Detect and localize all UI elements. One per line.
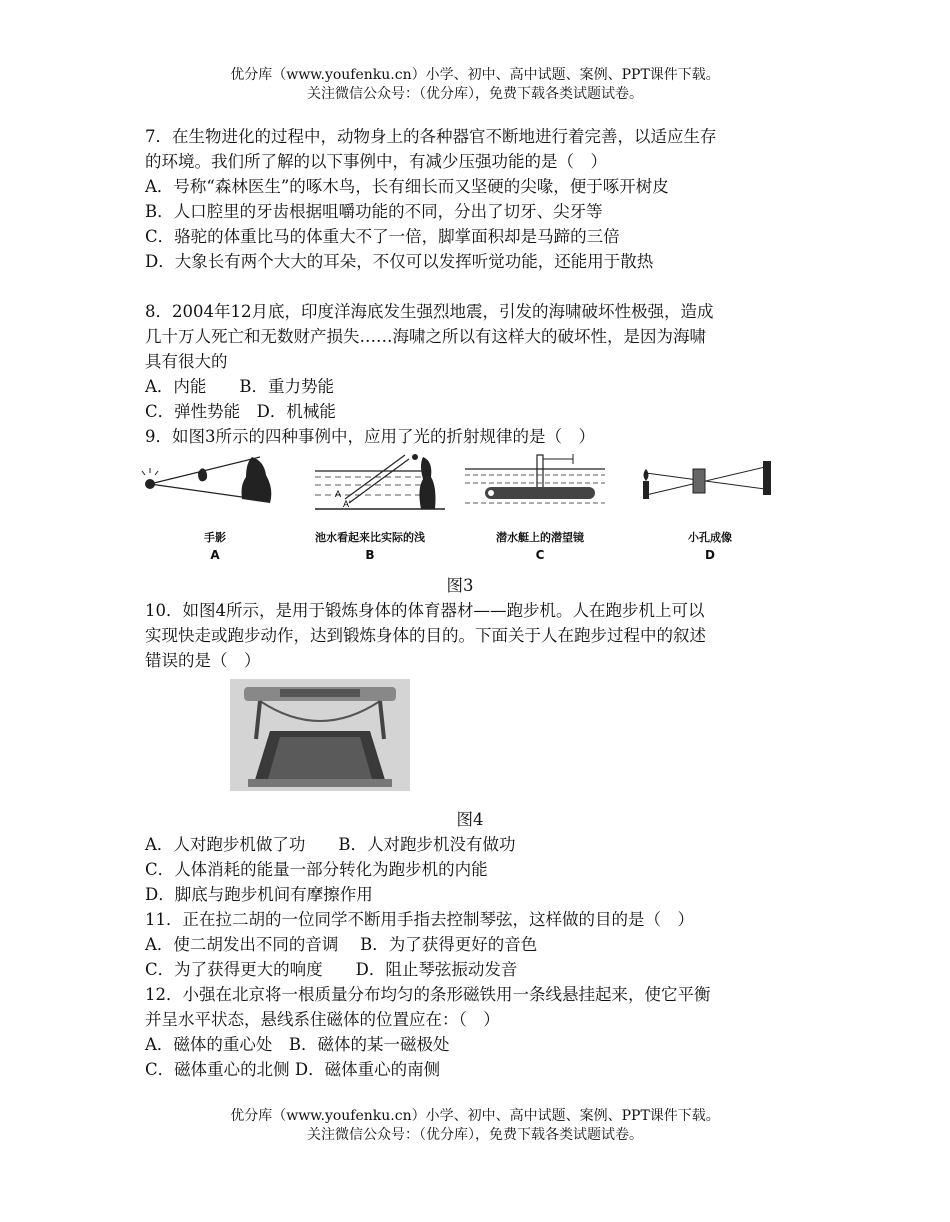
figure-3d-caption: 小孔成像 <box>688 531 732 544</box>
q7-option-a: A．号称“森林医生”的啄木鸟，长有细长而又坚硬的尖喙，便于啄开树皮 <box>145 177 669 196</box>
q9-stem: 9．如图3所示的四种事例中，应用了光的折射规律的是（ ） <box>145 427 595 446</box>
figure-3a-letter: A <box>210 548 220 562</box>
svg-text:A': A' <box>343 499 351 509</box>
q10-option-d: D．脚底与跑步机间有摩擦作用 <box>145 885 373 904</box>
q10-stem-line-2: 实现快走或跑步动作，达到锻炼身体的目的。下面关于人在跑步过程中的叙述 <box>145 626 706 645</box>
q7-stem-line-2: 的环境。我们所了解的以下事例中，有减少压强功能的是（ ） <box>145 152 607 171</box>
page-footer <box>0 1107 950 1145</box>
q10-stem-line-3: 错误的是（ ） <box>145 651 261 670</box>
q7-stem-line-1: 7．在生物进化的过程中，动物身上的各种器官不断地进行着完善，以适应生存 <box>145 127 717 146</box>
q12-stem-line-2: 并呈水平状态，悬线系住磁体的位置应在：（ ） <box>145 1010 500 1029</box>
q10-stem-line-1: 10．如图4所示，是用于锻炼身体的体育器材——跑步机。人在跑步机上可以 <box>145 601 705 620</box>
figure-3a-caption: 手影 <box>204 531 226 544</box>
q12-options-cd: C．磁体重心的北侧 D．磁体重心的南侧 <box>145 1060 441 1079</box>
q10-option-c: C．人体消耗的能量一部分转化为跑步机的内能 <box>145 860 488 879</box>
page-header <box>0 66 950 104</box>
figure-4-title: 图4 <box>456 810 484 829</box>
q11-stem: 11．正在拉二胡的一位同学不断用手指去控制琴弦，这样做的目的是（ ） <box>145 910 694 929</box>
question-content <box>145 124 815 1082</box>
q8-options-cd: C．弹性势能 D．机械能 <box>145 402 336 421</box>
figure-3-row <box>145 451 815 573</box>
q11-options-ab: A．使二胡发出不同的音调 B．为了获得更好的音色 <box>145 935 538 954</box>
figure-3d-pinhole <box>635 451 785 521</box>
header-line-2: 关注微信公众号：（优分库），免费下载各类试题试卷。 <box>307 86 643 102</box>
q7-option-b: B．人口腔里的牙齿根据咀嚼功能的不同，分出了切牙、尖牙等 <box>145 202 603 221</box>
figure-3a-hand-shadow <box>140 451 290 521</box>
header-line-1: 优分库（www.youfenku.cn）小学、初中、高中试题、案例、PPT课件下载。 <box>230 67 720 83</box>
footer-line-2: 关注微信公众号：（优分库），免费下载各类试题试卷。 <box>307 1127 643 1143</box>
q10-options-ab: A．人对跑步机做了功 B．人对跑步机没有做功 <box>145 835 516 854</box>
q8-stem-line-3: 具有很大的 <box>145 352 228 371</box>
figure-3-title: 图3 <box>446 576 474 595</box>
figure-3c-caption: 潜水艇上的潜望镜 <box>496 531 584 544</box>
figure-3c-periscope <box>465 451 615 521</box>
figure-3b-caption: 池水看起来比实际的浅 <box>315 531 425 544</box>
q8-stem-line-2: 几十万人死亡和无数财产损失……海啸之所以有这样大的破坏性，是因为海啸 <box>145 327 706 346</box>
figure-3c-letter: C <box>535 548 545 562</box>
q12-options-ab: A．磁体的重心处 B．磁体的某一磁极处 <box>145 1035 450 1054</box>
spacer <box>145 274 815 299</box>
figure-3b-letter: B <box>365 548 375 562</box>
figure-3d-letter: D <box>705 548 715 562</box>
q7-option-d: D．大象长有两个大大的耳朵，不仅可以发挥听觉功能，还能用于散热 <box>145 252 654 271</box>
svg-text:A: A <box>335 489 342 499</box>
q11-options-cd: C．为了获得更大的响度 D．阻止琴弦振动发音 <box>145 960 518 979</box>
figure-3b-pool-water <box>305 451 455 521</box>
q8-options-ab: A．内能 B．重力势能 <box>145 377 335 396</box>
treadmill-photo <box>230 679 410 791</box>
q12-stem-line-1: 12．小强在北京将一根质量分布均匀的条形磁铁用一条线悬挂起来，使它平衡 <box>145 985 711 1004</box>
q8-stem-line-1: 8．2004年12月底，印度洋海底发生强烈地震，引发的海啸破坏性极强，造成 <box>145 302 714 321</box>
footer-line-1: 优分库（www.youfenku.cn）小学、初中、高中试题、案例、PPT课件下载。 <box>230 1108 720 1124</box>
q7-option-c: C．骆驼的体重比马的体重大不了一倍，脚掌面积却是马蹄的三倍 <box>145 227 620 246</box>
